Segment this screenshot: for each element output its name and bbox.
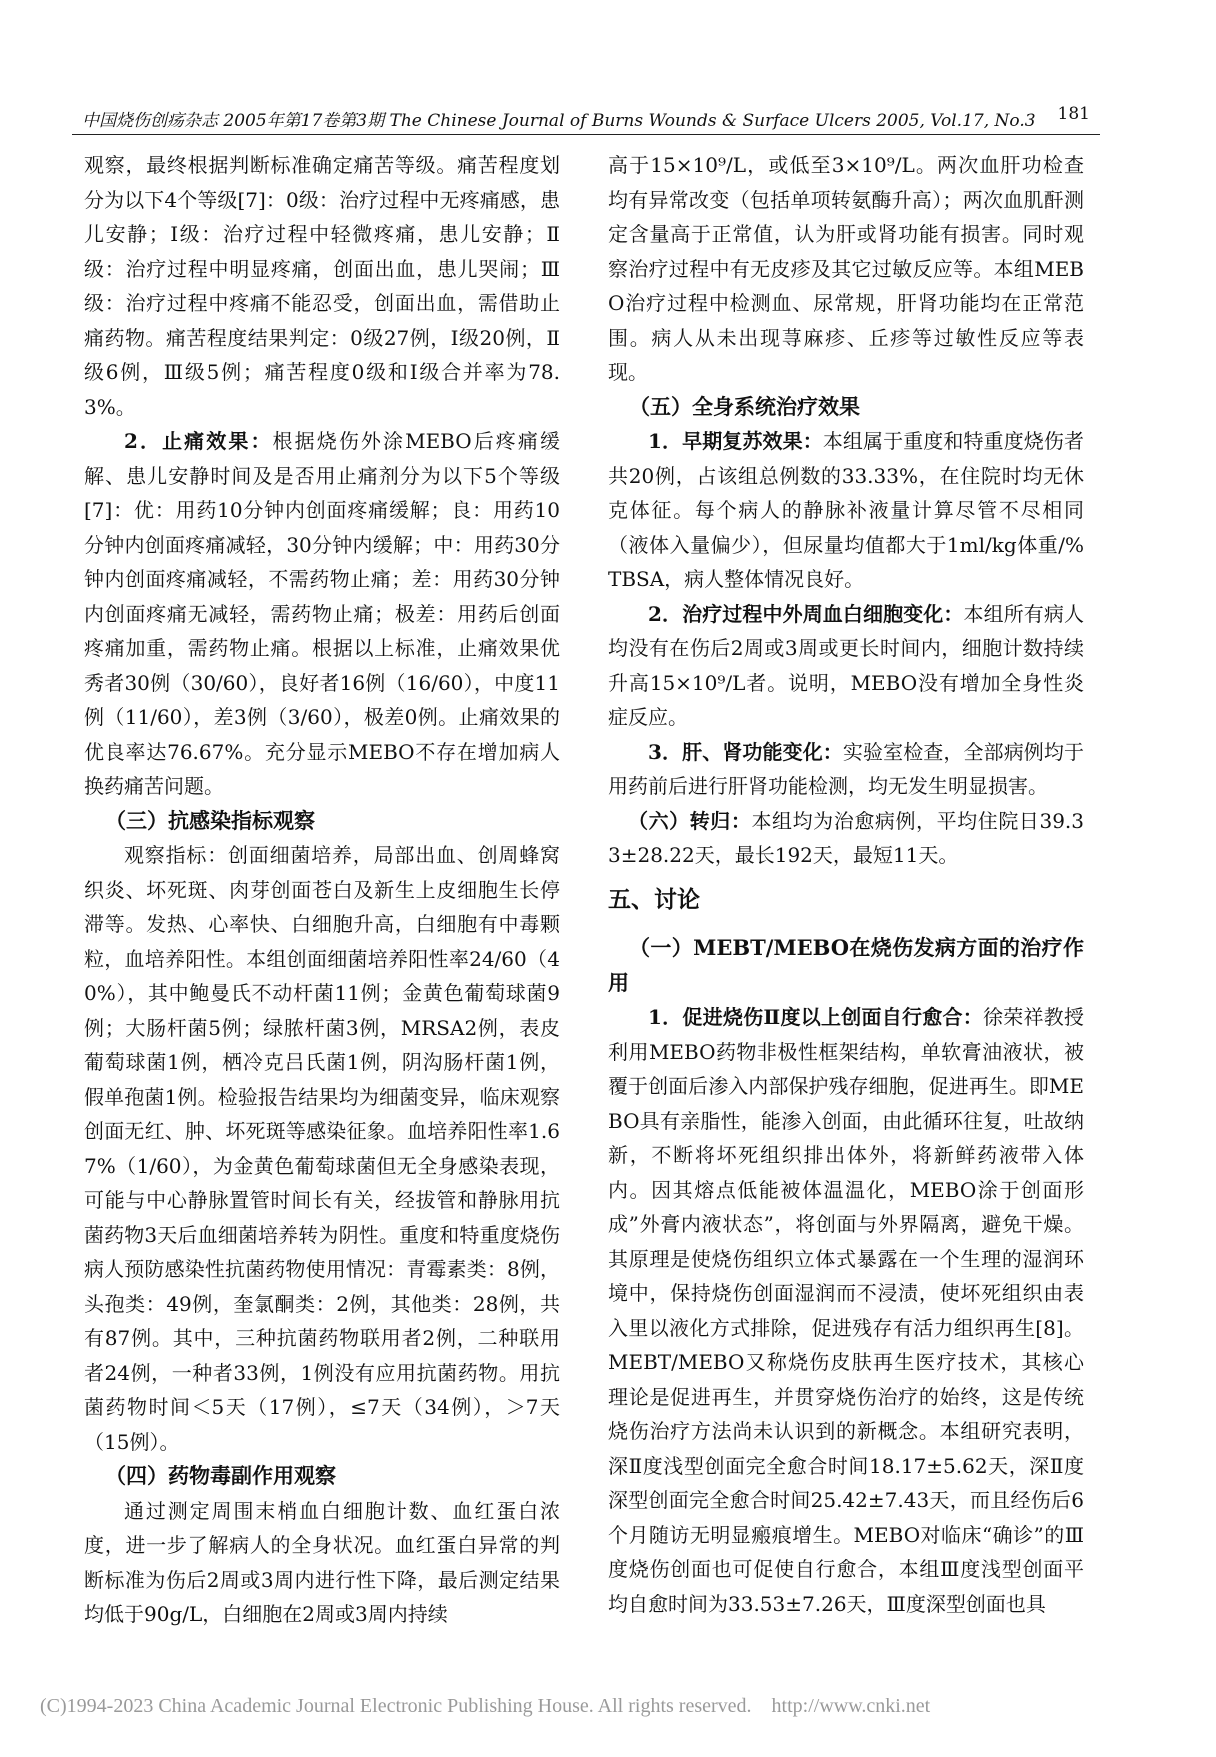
paragraph-analgesic-effect	[84, 424, 560, 804]
paragraph-text: 本组所有病人均没有在伤后2周或3周或更长时间内，细胞计数持续升高15×10⁹/L者。说明，MEBO没有增加全身性炎症反应。	[608, 601, 1084, 729]
paragraph-text: 实验室检查，全部病例均于用药前后进行肝肾功能检测，均无发生明显损害。	[608, 739, 1084, 798]
section-heading-side-effects: （四）药物毒副作用观察	[105, 1463, 336, 1488]
paragraph-text: 本组属于重度和特重度烧伤者共20例，占该组总例数的33.33%，在住院时均无休克体征。每个病人的静脉补液量计算尽管不尽相同（液体入量偏少），但尿量均值都大于1ml/kg体重/%TBSA，病人整体情况良好。	[608, 429, 1084, 591]
copyright-text: (C)1994-2023 China Academic Journal Electronic Publishing House. All rights reserved.	[40, 1695, 752, 1717]
heading-discussion: 五、讨论	[608, 885, 700, 913]
section-heading-systemic-effect: （五）全身系统治疗效果	[629, 393, 860, 419]
left-column	[84, 148, 560, 1632]
cnki-url: http://www.cnki.net	[771, 1695, 931, 1717]
page-number: 181	[1057, 104, 1090, 124]
running-header	[72, 100, 1100, 135]
paragraph-side-effects: 通过测定周围末梢血白细胞计数、血红蛋白浓度，进一步了解病人的全身状况。血红蛋白异常的判断标准为伤后2周或3周内进行性下降，最后测定结果均低于90g/L，白细胞在2周或3周内持续	[84, 1498, 560, 1626]
paragraph-keyword: 3．肝、肾功能变化：	[648, 739, 843, 764]
journal-running-title: 中国烧伤创疡杂志 2005年第17卷第3期 The Chinese Journal of Burns Wounds & Surface Ulcers 2005, Vol.17, No.3	[82, 111, 1036, 131]
paragraph-keyword: 2．止痛效果：	[124, 429, 273, 453]
paragraph-text: 根据烧伤外涂MEBO后疼痛缓解、患儿安静时间及是否用止痛剂分为以下5个等级[7]：优：用药10分钟内创面疼痛缓解；良：用药10分钟内创面疼痛减轻，30分钟内缓解；中：用药30分钟内创面疼痛减轻，不需药物止痛；差：用药30分钟内创面疼痛无减轻，需药物止痛；极差：用药后创面疼痛加重，需药物止痛。根据以上标准，止痛效果优秀者30例（30/60），良好者16例（16/60），中度11例（11/60），差3例（3/60），极差0例。止痛效果的优良率达76.67%。充分显示MEBO不存在增加病人换药痛苦问题。	[84, 429, 560, 798]
paragraph-text: 本组均为治愈病例，平均住院日39.33±28.22天，最长192天，最短11天。	[608, 808, 1085, 867]
paragraph-wound-healing	[608, 1000, 1084, 1621]
paragraph-liver-kidney	[608, 735, 1084, 804]
paragraph-resuscitation	[608, 424, 1084, 597]
paragraph-text: 徐荣祥教授利用MEBO药物非极性框架结构，单软膏油液状，被覆于创面后渗入内部保护残存细胞，促进再生。即MEBO具有亲脂性，能渗入创面，由此循环往复，吐故纳新，不断将坏死组织排出体外，将新鲜药液带入体内。因其熔点低能被体温温化，MEBO涂于创面形成”外膏内液状态”，将创面与外界隔离，避免干燥。其原理是使烧伤组织立体式暴露在一个生理的湿润环境中，保持烧伤创面湿润而不浸渍，使坏死组织由表入里以液化方式排除，促进残存有活力组织再生[8]。MEBT/MEBO又称烧伤皮肤再生医疗技术，其核心理论是促进再生，并贯穿烧伤治疗的始终，这是传统烧伤治疗方法尚未认识到的新概念。本组研究表明，深Ⅱ度浅型创面完全愈合时间18.17±5.62天，深Ⅱ度深型创面完全愈合时间25.42±7.43天，而且经伤后6个月随访无明显瘢痕增生。MEBO对临床“确诊”的Ⅲ度烧伤创面也可促使自行愈合，本组Ⅲ度浅型创面平均自愈时间为33.53±7.26天，Ⅲ度深型创面也具	[608, 1005, 1084, 1616]
paragraph-pain-grades: 观察，最终根据判断标准确定痛苦等级。痛苦程度划分为以下4个等级[7]：0级：治疗过程中无疼痛感，患儿安静；Ⅰ级：治疗过程中轻微疼痛，患儿安静；Ⅱ级：治疗过程中明显疼痛，创面出血，患儿哭闹；Ⅲ级：治疗过程中疼痛不能忍受，创面出血，需借助止痛药物。痛苦程度结果判定：0级27例，Ⅰ级20例，Ⅱ级6例，Ⅲ级5例；痛苦程度0级和Ⅰ级合并率为78.3%。	[84, 153, 560, 419]
paragraph-wbc-change	[608, 597, 1084, 735]
paragraph-lab-criteria: 高于15×10⁹/L，或低至3×10⁹/L。两次血肝功检查均有异常改变（包括单项转氨酶升高）；两次血肌酐测定含量高于正常值，认为肝或肾功能有损害。同时观察治疗过程中有无皮疹及其它过敏反应等。本组MEBO治疗过程中检测血、尿常规，肝肾功能均在正常范围。病人从未出现荨麻疹、丘疹等过敏性反应等表现。	[608, 153, 1084, 384]
paragraph-outcome	[608, 804, 1084, 873]
paragraph-keyword: 1．促进烧伤Ⅱ度以上创面自行愈合：	[648, 1005, 983, 1029]
paragraph-keyword: 2．治疗过程中外周血白细胞变化：	[648, 601, 964, 626]
paragraph-keyword: （六）转归：	[628, 808, 752, 833]
paragraph-anti-infection: 观察指标：创面细菌培养，局部出血、创周蜂窝织炎、坏死斑、肉芽创面苍白及新生上皮细胞生长停滞等。发热、心率快、白细胞升高，白细胞有中毒颗粒，血培养阳性。本组创面细菌培养阳性率24/60（40%），其中鲍曼氏不动杆菌11例；金黄色葡萄球菌9例；大肠杆菌5例；绿脓杆菌3例，MRSA2例，表皮葡萄球菌1例，栖冷克吕氏菌1例，阴沟肠杆菌1例，假单孢菌1例。检验报告结果均为细菌变异，临床观察创面无红、肿、坏死斑等感染征象。血培养阳性率1.67%（1/60），为金黄色葡萄球菌但无全身感染表现，可能与中心静脉置管时间长有关，经拔管和静脉用抗菌药物3天后血细菌培养转为阴性。重度和特重度烧伤病人预防感染性抗菌药物使用情况：青霉素类：8例，头孢类：49例，奎氯酮类：2例，其他类：28例，共有87例。其中，三种抗菌药物联用者2例，二种联用者24例，一种者33例，1例没有应用抗菌药物。用抗菌药物时间＜5天（17例），≤7天（34例），＞7天（15例）。	[84, 843, 560, 1454]
paragraph-keyword: 1．早期复苏效果：	[648, 429, 823, 453]
copyright-footer	[40, 1695, 1180, 1718]
subheading-mebt-role: （一）MEBT/MEBO在烧伤发病方面的治疗作用	[608, 935, 1084, 995]
section-heading-anti-infection: （三）抗感染指标观察	[105, 807, 315, 833]
right-column	[608, 148, 1084, 1621]
